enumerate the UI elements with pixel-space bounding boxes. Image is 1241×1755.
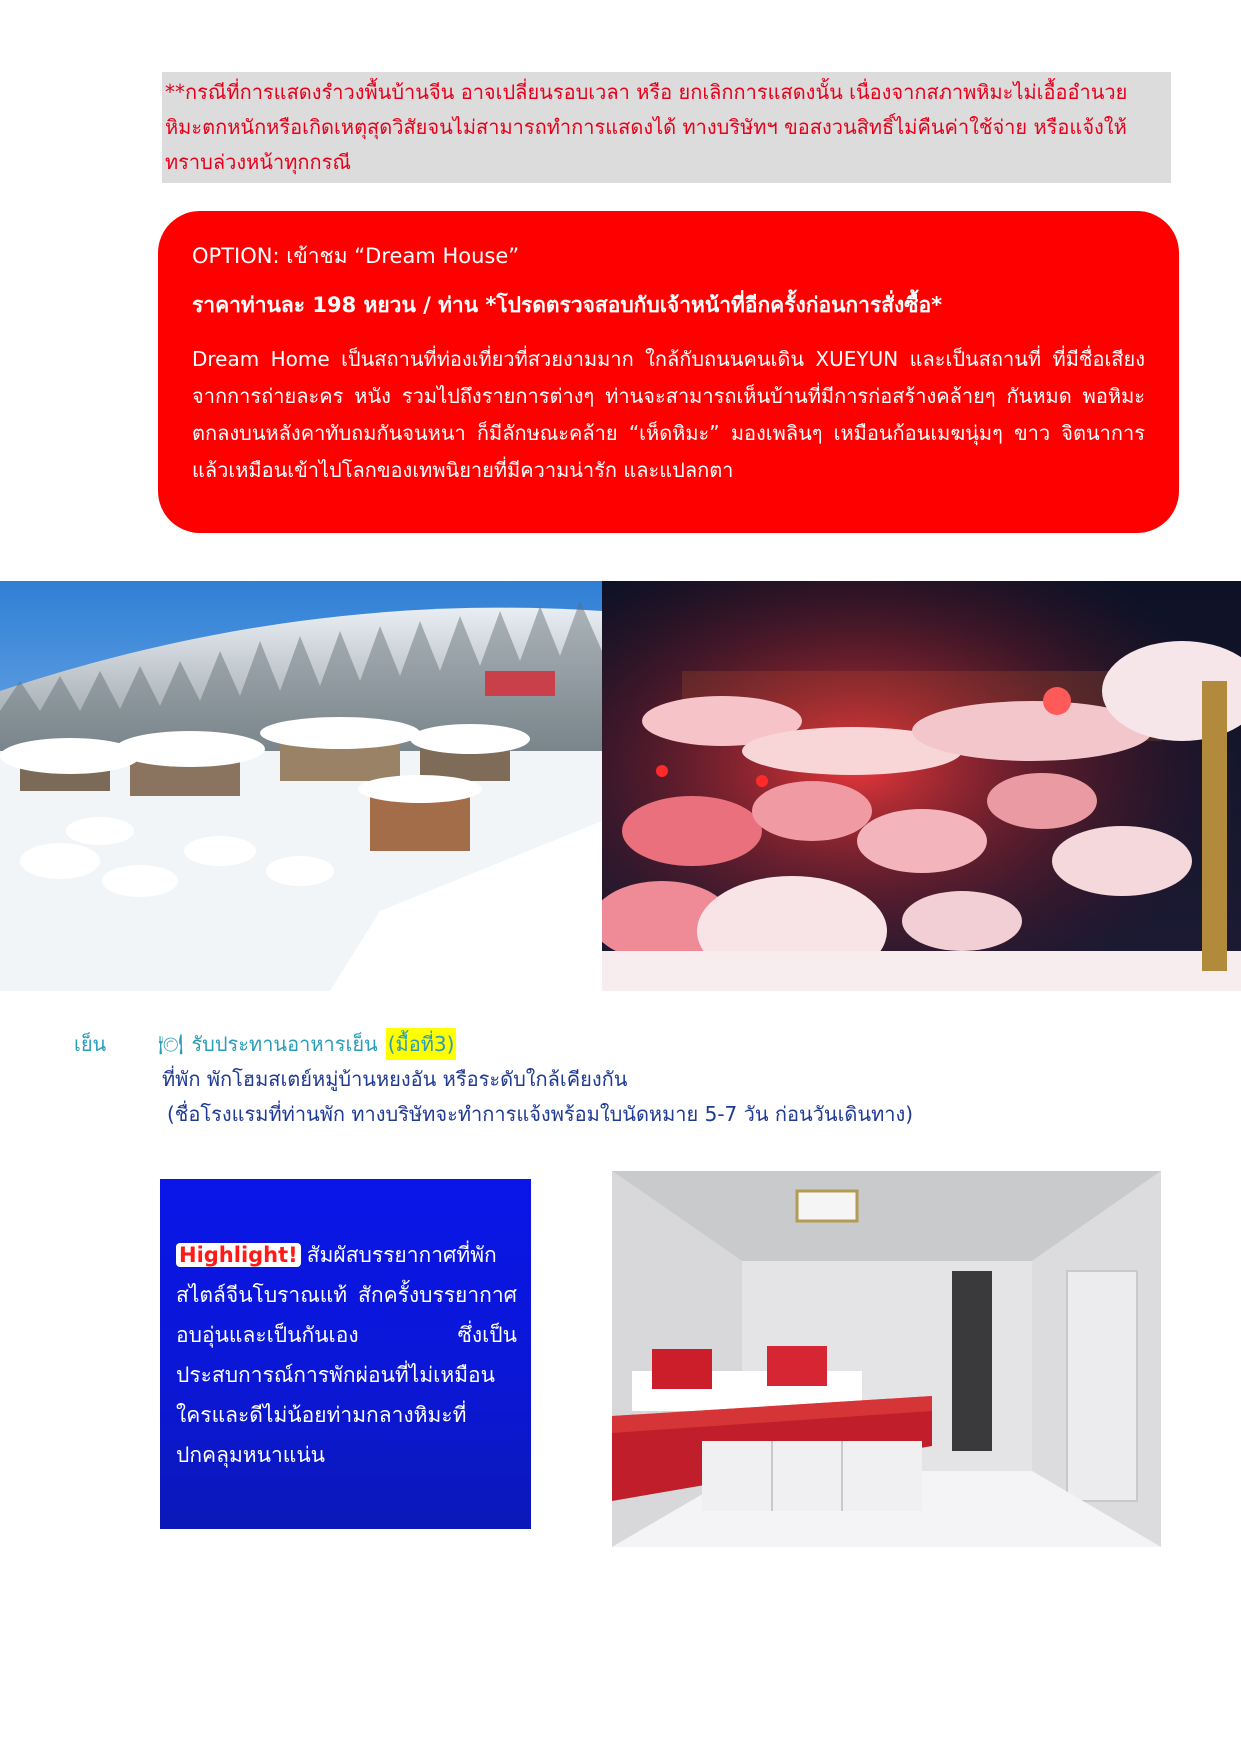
notice-text: **กรณีที่การแสดงรำวงพื้นบ้านจีน อาจเปลี่ยนรอบเวลา หรือ ยกเลิกการแสดงนั้น เนื่องจากสภาพหิมะไม่เอื้ออำนวย หิมะตกหนักหรือเกิดเหตุสุดวิสัยจนไม่สามารถทำการแสดงได้ ทางบริษัทฯ ขอสงวนสิทธิ์ไม่คืนค่าใช้จ่าย หรือแจ้งให้ทราบล่วงหน้าทุกกรณี — [165, 80, 1128, 174]
snow-village-night-photo — [602, 581, 1241, 991]
highlight-tag: Highlight! — [176, 1243, 301, 1267]
hotel-line: ที่พัก พักโฮมสเตย์หมู่บ้านหยงอัน หรือระดับใกล้เคียงกัน — [162, 1067, 628, 1091]
option-title: OPTION: เข้าชม “Dream House” — [192, 244, 520, 268]
dinner-text: รับประทานอาหารเย็น — [191, 1032, 378, 1056]
meal-number-badge: (มื้อที่3) — [386, 1028, 457, 1060]
highlight-text: สัมผัสบรรยากาศที่พักสไตล์จีนโบราณแท้ สักครั้งบรรยากาศอบอุ่นและเป็นกันเอง ซึ่งเป็นประสบการณ์การพักผ่อนที่ไม่เหมือนใครและดีไม่น้อยท่ามกลางหิมะที่ปกคลุมหนาแน่น — [176, 1243, 517, 1467]
dinner-line — [158, 1028, 456, 1060]
hotel-note: (ชื่อโรงแรมที่ท่านพัก ทางบริษัทจะทำการแจ้งพร้อมใบนัดหมาย 5-7 วัน ก่อนวันเดินทาง) — [167, 1102, 914, 1126]
option-price: ราคาท่านละ 198 หยวน / ท่าน *โปรดตรวจสอบกับเจ้าหน้าที่อีกครั้งก่อนการสั่งซื้อ* — [192, 293, 943, 317]
highlight-box — [160, 1179, 531, 1529]
snow-village-day-photo — [0, 581, 602, 991]
meal-time-label: เย็น — [74, 1032, 107, 1056]
cancellation-notice — [162, 72, 1171, 183]
option-description: Dream Home เป็นสถานที่ท่องเที่ยวที่สวยงามมาก ใกล้กับถนนคนเดิน XUEYUN และเป็นสถานที่ ที่มีชื่อเสียงจากการถ่ายละคร หนัง รวมไปถึงรายการต่างๆ ท่านจะสามารถเห็นบ้านที่มีการก่อสร้างคล้ายๆ กันหมด พอหิมะตกลงบนหลังคาทับถมกันจนหนา ก็มีลักษณะคล้าย “เห็ดหิมะ” มองเพลินๆ เหมือนก้อนเมฆนุ่มๆ ขาว จิตนาการแล้วเหมือนเข้าไปโลกของเทพนิยายที่มีความน่ารัก และแปลกตา — [192, 347, 1145, 482]
hotel-room-photo — [612, 1171, 1161, 1547]
option-dream-house-box — [158, 211, 1179, 533]
plate-icon: 🍽 — [158, 1032, 184, 1056]
